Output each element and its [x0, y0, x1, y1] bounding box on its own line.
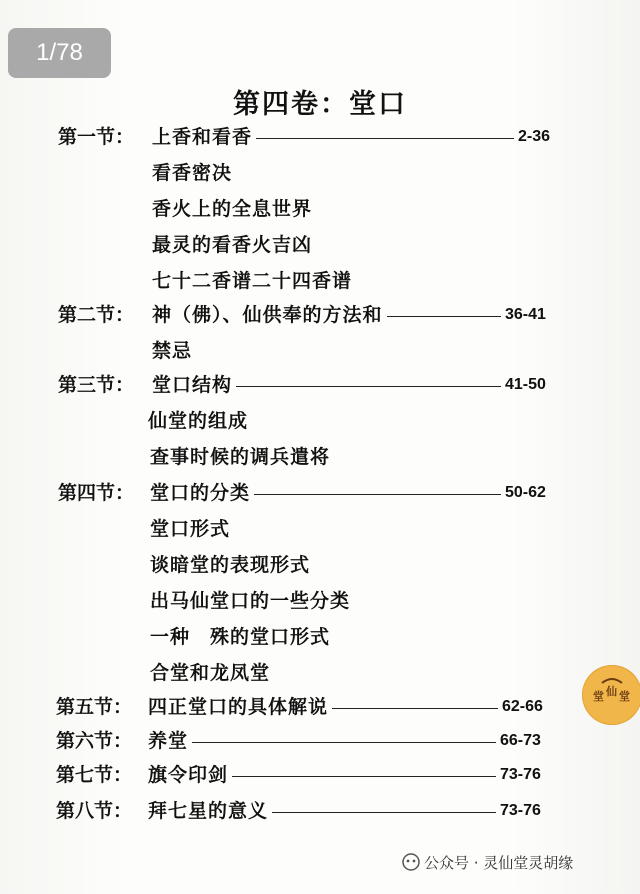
watermark: [402, 852, 573, 875]
toc-entry-text: 神（佛）、仙供奉的方法和: [152, 304, 383, 326]
toc-row[interactable]: [0, 759, 640, 791]
svg-text:堂: 堂: [619, 690, 630, 703]
toc-entry-text: 看香密决: [152, 162, 233, 184]
toc-entry-text: 堂口形式: [150, 518, 231, 540]
toc-entry-text: 禁忌: [152, 340, 193, 362]
toc-leader-line: [387, 316, 501, 317]
toc-section-label: 第四节：: [58, 482, 135, 504]
watermark-text: 公众号 · 灵仙堂灵胡缘: [424, 854, 574, 872]
toc-entry-text: 最灵的看香火吉凶: [152, 234, 313, 256]
toc-row[interactable]: [0, 335, 640, 367]
toc-row[interactable]: [0, 691, 640, 723]
toc-section-label: 第二节：: [58, 304, 135, 326]
toc-entry-text: 查事时候的调兵遣将: [150, 446, 331, 468]
toc-entry-text: 旗令印剑: [148, 764, 229, 786]
toc-row[interactable]: [0, 121, 640, 153]
toc-page-range: 62-66: [502, 698, 543, 715]
chapter-title: 第四卷：堂口: [233, 89, 407, 120]
page-indicator[interactable]: 1/78: [8, 28, 111, 78]
toc-row[interactable]: [0, 477, 640, 509]
toc-row[interactable]: [0, 157, 640, 189]
toc-row[interactable]: [0, 441, 640, 473]
toc-row[interactable]: [0, 513, 640, 545]
toc-leader-line: [192, 742, 496, 743]
seal-logo-icon: [582, 665, 640, 725]
toc-page-range: 36-41: [505, 306, 546, 323]
toc-row[interactable]: [0, 369, 640, 401]
toc-row[interactable]: [0, 229, 640, 261]
toc-entry-text: 合堂和龙凤堂: [150, 662, 271, 684]
toc-entry-text: 养堂: [148, 730, 189, 752]
toc-entry-text: 堂口的分类: [150, 482, 251, 504]
toc-leader-line: [332, 708, 498, 709]
toc-leader-line: [232, 776, 496, 777]
toc-row[interactable]: [0, 621, 640, 653]
toc-page-range: 2-36: [518, 128, 551, 145]
toc-page-range: 73-76: [500, 766, 541, 783]
toc-entry-text: 四正堂口的具体解说: [148, 696, 329, 718]
toc-entry-text: 谈暗堂的表现形式: [150, 554, 311, 576]
toc-row[interactable]: [0, 299, 640, 331]
toc-page-range: 66-73: [500, 732, 541, 749]
toc-entry-text: 拜七星的意义: [148, 800, 269, 822]
toc-entry-text: 仙堂的组成: [148, 410, 249, 432]
toc-section-label: 第一节：: [58, 126, 135, 148]
toc-row[interactable]: [0, 585, 640, 617]
toc-entry-text: 堂口结构: [152, 374, 233, 396]
toc-entry-text: 香火上的全息世界: [152, 198, 313, 220]
svg-text:堂: 堂: [593, 690, 604, 703]
toc-row[interactable]: [0, 795, 640, 827]
toc-row[interactable]: [0, 657, 640, 689]
toc-entry-text: 上香和看香: [152, 126, 253, 148]
toc-page-range: 50-62: [505, 484, 546, 501]
svg-text:仙: 仙: [606, 685, 617, 698]
toc-leader-line: [236, 386, 501, 387]
seal-stamp[interactable]: [582, 665, 640, 725]
toc-section-label: 第三节：: [58, 374, 135, 396]
toc-leader-line: [254, 494, 501, 495]
toc-entry-text: 出马仙堂口的一些分类: [150, 590, 351, 612]
toc-section-label: 第七节：: [56, 764, 133, 786]
toc-row[interactable]: [0, 405, 640, 437]
toc-leader-line: [256, 138, 514, 139]
toc-section-label: 第五节：: [56, 696, 133, 718]
toc-entry-text: 七十二香谱二十四香谱: [152, 270, 353, 292]
toc-leader-line: [272, 812, 496, 813]
toc-row[interactable]: [0, 193, 640, 225]
toc-section-label: 第六节：: [56, 730, 133, 752]
toc-row[interactable]: [0, 725, 640, 757]
toc-row[interactable]: [0, 265, 640, 297]
toc-row[interactable]: [0, 549, 640, 581]
toc-page-range: 41-50: [505, 376, 546, 393]
toc-entry-text: 一种 殊的堂口形式: [150, 626, 331, 648]
wechat-channel-icon: [402, 853, 420, 875]
toc-section-label: 第八节：: [56, 800, 133, 822]
toc-page-range: 73-76: [500, 802, 541, 819]
